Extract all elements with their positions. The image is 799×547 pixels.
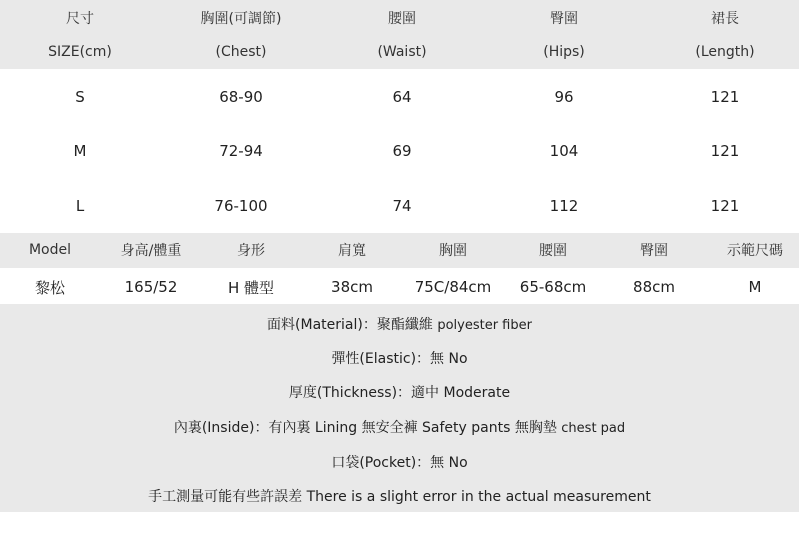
hips-cell: 104 xyxy=(549,142,579,160)
model-shoulder: 38cm xyxy=(331,278,373,296)
model-header-hips: 臀圍 xyxy=(640,243,668,259)
size-header-en-row xyxy=(0,42,799,62)
chest-cell: 76-100 xyxy=(214,197,268,215)
length-cell: 121 xyxy=(710,197,740,215)
waist-cell: 64 xyxy=(392,88,412,106)
header-length-en: (Length) xyxy=(695,44,755,60)
model-header-model: Model xyxy=(28,242,72,258)
chest-cell: 68-90 xyxy=(219,88,263,106)
header-hips-zh: 臀圍 xyxy=(550,11,578,27)
header-size-en: SIZE(cm) xyxy=(48,44,112,60)
model-name: 黎松 xyxy=(34,278,66,297)
model-header-row xyxy=(0,240,799,260)
header-size-zh: 尺寸 xyxy=(66,11,94,27)
header-hips-en: (Hips) xyxy=(543,44,585,60)
model-header-height-weight: 身高/體重 xyxy=(120,243,182,259)
material-note xyxy=(0,314,799,334)
model-body-shape: H 體型 xyxy=(227,278,275,297)
model-header-size: 示範尺碼 xyxy=(727,243,783,259)
header-chest-zh: 胸圍(可調節) xyxy=(200,11,282,27)
model-waist: 65-68cm xyxy=(519,278,587,296)
size-cell: S xyxy=(75,88,85,106)
model-hips: 88cm xyxy=(633,278,675,296)
size-cell: M xyxy=(73,142,87,160)
table-row xyxy=(0,195,799,217)
fabric-notes-panel xyxy=(0,304,799,512)
model-chest: 75C/84cm xyxy=(414,278,492,296)
pocket-note: 口袋(Pocket)：無 No xyxy=(331,455,468,471)
length-cell: 121 xyxy=(710,88,740,106)
size-cell: L xyxy=(75,197,85,215)
header-waist-zh: 腰圍 xyxy=(388,11,416,27)
hips-cell: 112 xyxy=(549,197,579,215)
table-row xyxy=(0,86,799,108)
inside-value: chest pad xyxy=(561,421,626,436)
model-header-chest: 胸圍 xyxy=(439,243,467,259)
inside-label: 內裏(Inside)：有內裏 Lining 無安全褲 Safety pants 無胸墊 xyxy=(173,420,557,436)
model-header-body-shape: 身形 xyxy=(237,243,265,259)
model-values-row xyxy=(0,276,799,298)
table-row xyxy=(0,140,799,162)
header-waist-en: (Waist) xyxy=(377,44,427,60)
waist-cell: 69 xyxy=(392,142,412,160)
header-chest-en: (Chest) xyxy=(215,44,267,60)
length-cell: 121 xyxy=(710,142,740,160)
chest-cell: 72-94 xyxy=(219,142,263,160)
hips-cell: 96 xyxy=(554,88,574,106)
model-size: M xyxy=(748,278,762,296)
measurement-error-note: 手工測量可能有些許誤差 There is a slight error in the actual measurement xyxy=(148,489,651,505)
header-length-zh: 裙長 xyxy=(711,11,739,27)
model-height-weight: 165/52 xyxy=(124,278,178,296)
model-header-waist: 腰圍 xyxy=(539,243,567,259)
inside-note xyxy=(0,417,799,437)
material-value: polyester fiber xyxy=(437,318,532,333)
waist-cell: 74 xyxy=(392,197,412,215)
model-header-shoulder: 肩寬 xyxy=(338,243,366,259)
elastic-note: 彈性(Elastic)：無 No xyxy=(331,351,468,367)
size-header-zh-row xyxy=(0,8,799,28)
thickness-note: 厚度(Thickness)：適中 Moderate xyxy=(288,385,511,401)
material-label: 面料(Material)：聚酯纖維 xyxy=(267,317,433,333)
